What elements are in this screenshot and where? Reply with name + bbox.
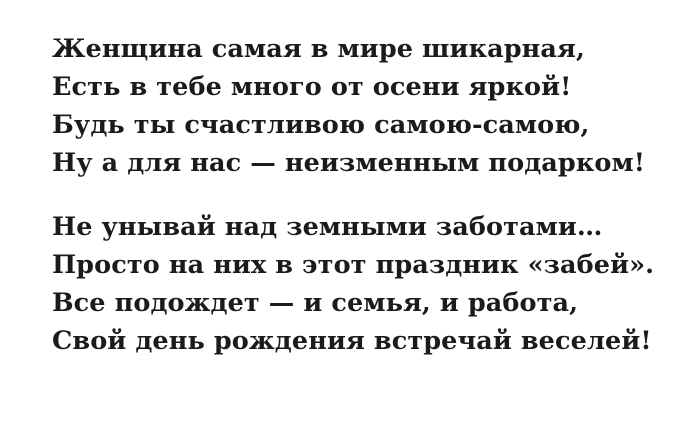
poem-stanza-1: [52, 30, 700, 182]
poem-stanza-2: [52, 208, 700, 360]
poem-line: Просто на них в этот праздник «забей».: [52, 250, 655, 280]
poem-line: Свой день рождения встречай веселей!: [52, 326, 652, 356]
poem-line: Все подождет — и семья, и работа,: [52, 288, 579, 318]
poem-line: Не унывай над земными заботами…: [52, 212, 603, 242]
poem-line: Ну а для нас — неизменным подарком!: [52, 148, 646, 178]
poem-line: Женщина самая в мире шикарная,: [52, 34, 585, 64]
poem-line: Есть в тебе много от осени яркой!: [52, 72, 572, 102]
poem-line: Будь ты счастливою самою-самою,: [52, 110, 590, 140]
